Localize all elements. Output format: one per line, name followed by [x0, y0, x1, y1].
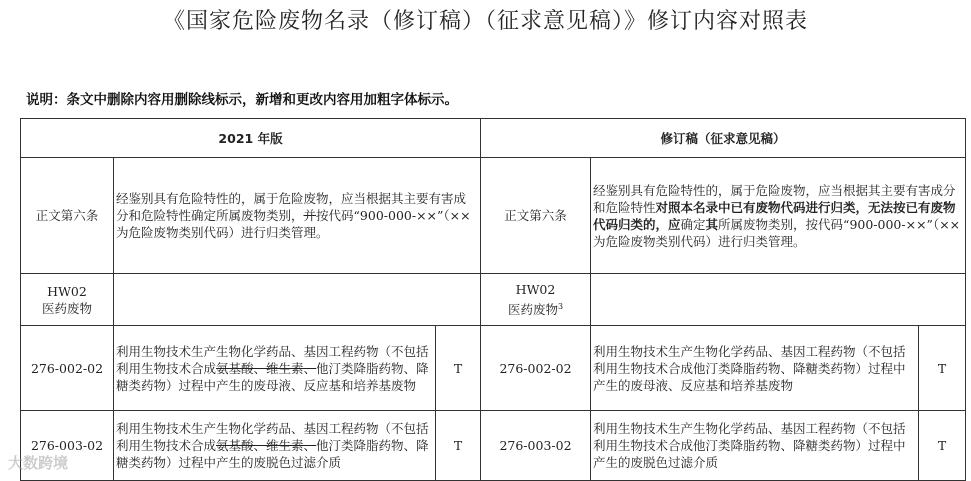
added-text: 对照本名录中已有废物代码进行归类，无法按已有废物代码归类的，应: [593, 199, 956, 232]
category-name: 医药废物: [41, 300, 92, 316]
comparison-table: [20, 118, 966, 481]
footnote-ref: 3: [557, 301, 564, 311]
waste-description: [114, 411, 436, 481]
waste-code: 276-003-02: [481, 411, 591, 481]
text-segment: 经鉴别具有危险特性的，属于危险废物，应当根据其主要有害成分和危险特性: [593, 182, 956, 215]
old-clause-text: [114, 158, 481, 274]
text-segment: 确定: [680, 216, 706, 232]
hazard-class: T: [919, 411, 966, 481]
text-segment: 他汀类降脂药物、降糖类药物）过程中产生的废母液、反应基和培养基废物: [116, 360, 429, 393]
waste-code: 276-002-02: [481, 326, 591, 411]
waste-description: 利用生物技术生产生物化学药品、基因工程药物（不包括利用生物技术合成他汀类降脂药物、降糖类药物）过程中产生的废母液、反应基和培养基废物: [591, 326, 919, 411]
text-segment: 按代码“900-000-××”（××为危险废物类别代码）进行归类管理。: [116, 208, 471, 240]
text-segment: 利用生物技术生产生物化学药品、基因工程药物（不包括利用生物技术合成: [116, 343, 429, 376]
table-row: [21, 274, 966, 326]
waste-description: [114, 326, 436, 411]
hazard-class: T: [436, 326, 481, 411]
row-label: 正文第六条: [481, 158, 591, 274]
hazard-class: T: [919, 326, 966, 411]
waste-code: 276-002-02: [21, 326, 114, 411]
new-clause-text: [591, 158, 966, 274]
category-cell: [481, 274, 591, 326]
legend-note: 说明：条文中删除内容用删除线标示，新增和更改内容用加粗字体标示。: [26, 92, 458, 108]
category-name: 医药废物: [507, 302, 558, 318]
category-cell: [21, 274, 114, 326]
deleted-text: 氨基酸、维生素、: [216, 438, 317, 453]
deleted-text: 并: [303, 208, 317, 223]
category-code: HW02: [47, 283, 87, 299]
added-text: 其: [705, 216, 719, 232]
text-segment: 经鉴别具有危险特性的，属于危险废物，应当根据其主要有害成分和危险特性确定所属废物类别，: [116, 191, 467, 223]
page-title: 《国家危险废物名录（修订稿）（征求意见稿）》修订内容对照表: [162, 9, 808, 34]
row-label: 正文第六条: [21, 158, 114, 274]
text-segment: 所属废物类别，按代码“900-000-××”（××为危险废物类别代码）进行归类管理。: [593, 216, 961, 249]
empty-cell: [114, 274, 481, 326]
table-row: [21, 411, 966, 481]
table-row: [21, 158, 966, 274]
category-code: HW02: [515, 281, 556, 297]
text-segment: 他汀类降脂药物、降糖类药物）过程中产生的废脱色过滤介质: [116, 438, 429, 470]
watermark: 大数跨境: [8, 454, 69, 472]
table-header-row: [21, 119, 966, 158]
hazard-class: T: [436, 411, 481, 481]
empty-cell: [591, 274, 966, 326]
waste-description: 利用生物技术生产生物化学药品、基因工程药物（不包括利用生物技术合成他汀类降脂药物、降糖类药物）过程中产生的废脱色过滤介质: [591, 411, 919, 481]
header-revision: 修订稿（征求意见稿）: [481, 119, 966, 158]
table-row: [21, 326, 966, 411]
text-segment: 利用生物技术生产生物化学药品、基因工程药物（不包括利用生物技术合成: [116, 421, 429, 453]
deleted-text: 氨基酸、维生素、: [216, 360, 317, 376]
waste-code: 276-003-02: [21, 411, 114, 481]
header-2021: 2021 年版: [21, 119, 481, 158]
